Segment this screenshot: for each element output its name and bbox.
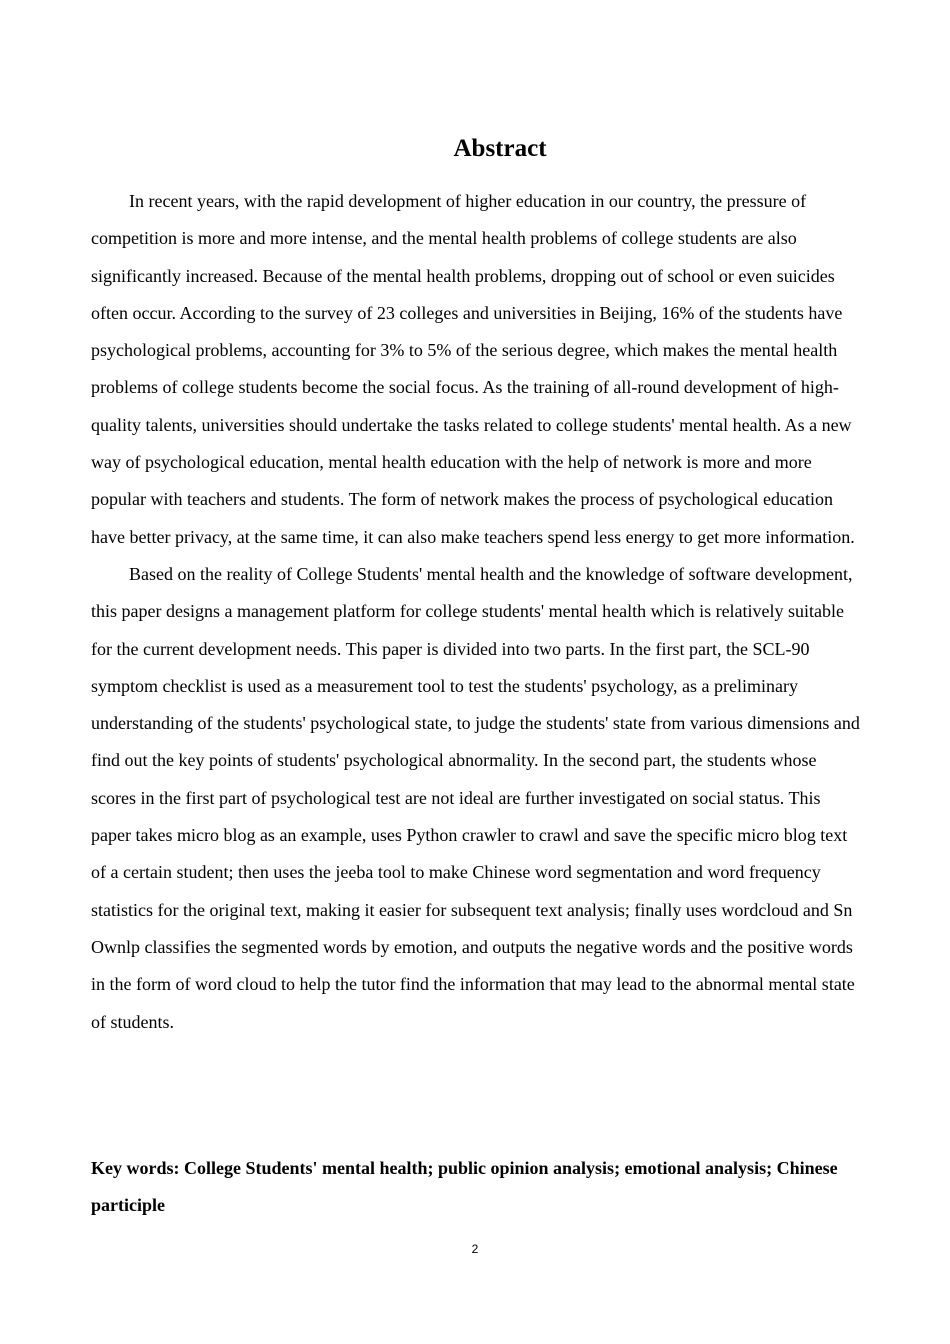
page-number: 2 [471, 1242, 479, 1256]
abstract-paragraph-2: Based on the reality of College Students' mental health and the knowledge of software development, this paper designs a management platform for college students' mental health which is relatively suitable for the current development needs. This paper is divided into two parts. In the first part, the SCL-90 symptom checklist is used as a measurement tool to test the students' psychology, as a preliminary understanding of the students' psychological state, to judge the students' state from various dimensions and find out the key points of students' psychological abnormality. In the second part, the students whose scores in the first part of psychological test are not ideal are further investigated on social status. This paper takes micro blog as an example, uses Python crawler to crawl and save the specific micro blog text of a certain student; then uses the jeeba tool to make Chinese word segmentation and word frequency statistics for the original text, making it easier for subsequent text analysis; finally uses wordcloud and Sn Ownlp classifies the segmented words by emotion, and outputs the negative words and the positive words in the form of word cloud to help the tutor find the information that may lead to the abnormal mental state of students. [91, 563, 860, 1032]
abstract-body [91, 183, 861, 1041]
page-title: Abstract [453, 135, 547, 162]
abstract-paragraph-1: In recent years, with the rapid development of higher education in our country, the pressure of competition is more and more intense, and the mental health problems of college students are also significantly increased. Because of the mental health problems, dropping out of school or even suicides often occur. According to the survey of 23 colleges and universities in Beijing, 16% of the students have psychological problems, accounting for 3% to 5% of the serious degree, which makes the mental health problems of college students become the social focus. As the training of all-round development of high-quality talents, universities should undertake the tasks related to college students' mental health. As a new way of psychological education, mental health education with the help of network is more and more popular with teachers and students. The form of network makes the process of psychological education have better privacy, at the same time, it can also make teachers spend less energy to get more information. [91, 191, 855, 547]
keywords-line: Key words: College Students' mental health; public opinion analysis; emotional analysis; Chinese participle [91, 1158, 838, 1216]
